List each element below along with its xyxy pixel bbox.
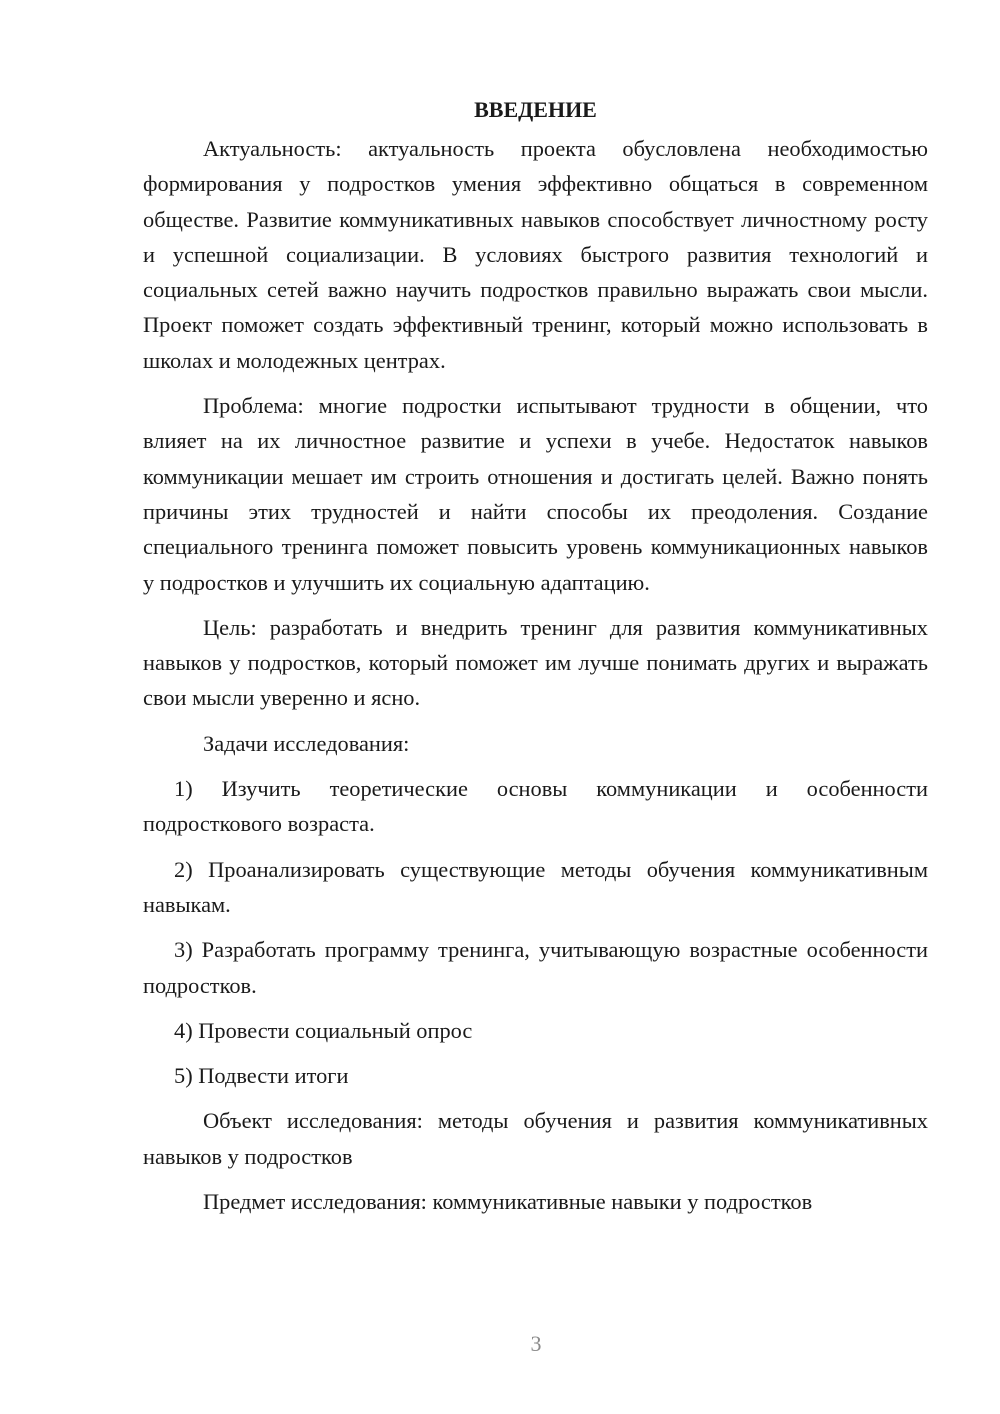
paragraph-research-object: Объект исследования: методы обучения и развития коммуникативных навыков у подростков (143, 1108, 928, 1169)
document-page (143, 92, 928, 1219)
task-item: 1) Изучить теоретические основы коммуникации и особенности подросткового возраста. (143, 776, 928, 837)
paragraph-research-subject: Предмет исследования: коммуникативные навыки у подростков (203, 1189, 813, 1215)
paragraph-relevance: Актуальность: актуальность проекта обусловлена необходимостью формирования у подростков умения эффективно общаться в современном обществе. Развитие коммуникативных навыков способствует личностному росту и успешной социализации. В условиях быстрого развития технологий и социальных сетей важно научить подростков правильно выражать свои мысли. Проект поможет создать эффективный тренинг, который можно использовать в школах и молодежных центрах. (143, 136, 928, 373)
tasks-heading: Задачи исследования: (203, 730, 410, 756)
paragraph-goal: Цель: разработать и внедрить тренинг для развития коммуникативных навыков у подростков, который поможет им лучше понимать других и выражать свои мысли уверенно и ясно. (143, 614, 928, 711)
page-number: 3 (530, 1331, 542, 1356)
task-item: 2) Проанализировать существующие методы обучения коммуникативным навыкам. (143, 856, 928, 917)
task-item: 5) Подвести итоги (174, 1063, 349, 1089)
task-item: 4) Провести социальный опрос (174, 1017, 473, 1043)
task-item: 3) Разработать программу тренинга, учитывающую возрастные особенности подростков. (143, 937, 928, 998)
paragraph-problem: Проблема: многие подростки испытывают трудности в общении, что влияет на их личностное развитие и успехи в учебе. Недостаток навыков коммуникации мешает им строить отношения и достигать целей. Важно понять причины этих трудностей и найти способы их преодоления. Создание специального тренинга поможет повысить уровень коммуникационных навыков у подростков и улучшить их социальную адаптацию. (143, 393, 928, 595)
section-title: ВВЕДЕНИЕ (474, 97, 597, 122)
